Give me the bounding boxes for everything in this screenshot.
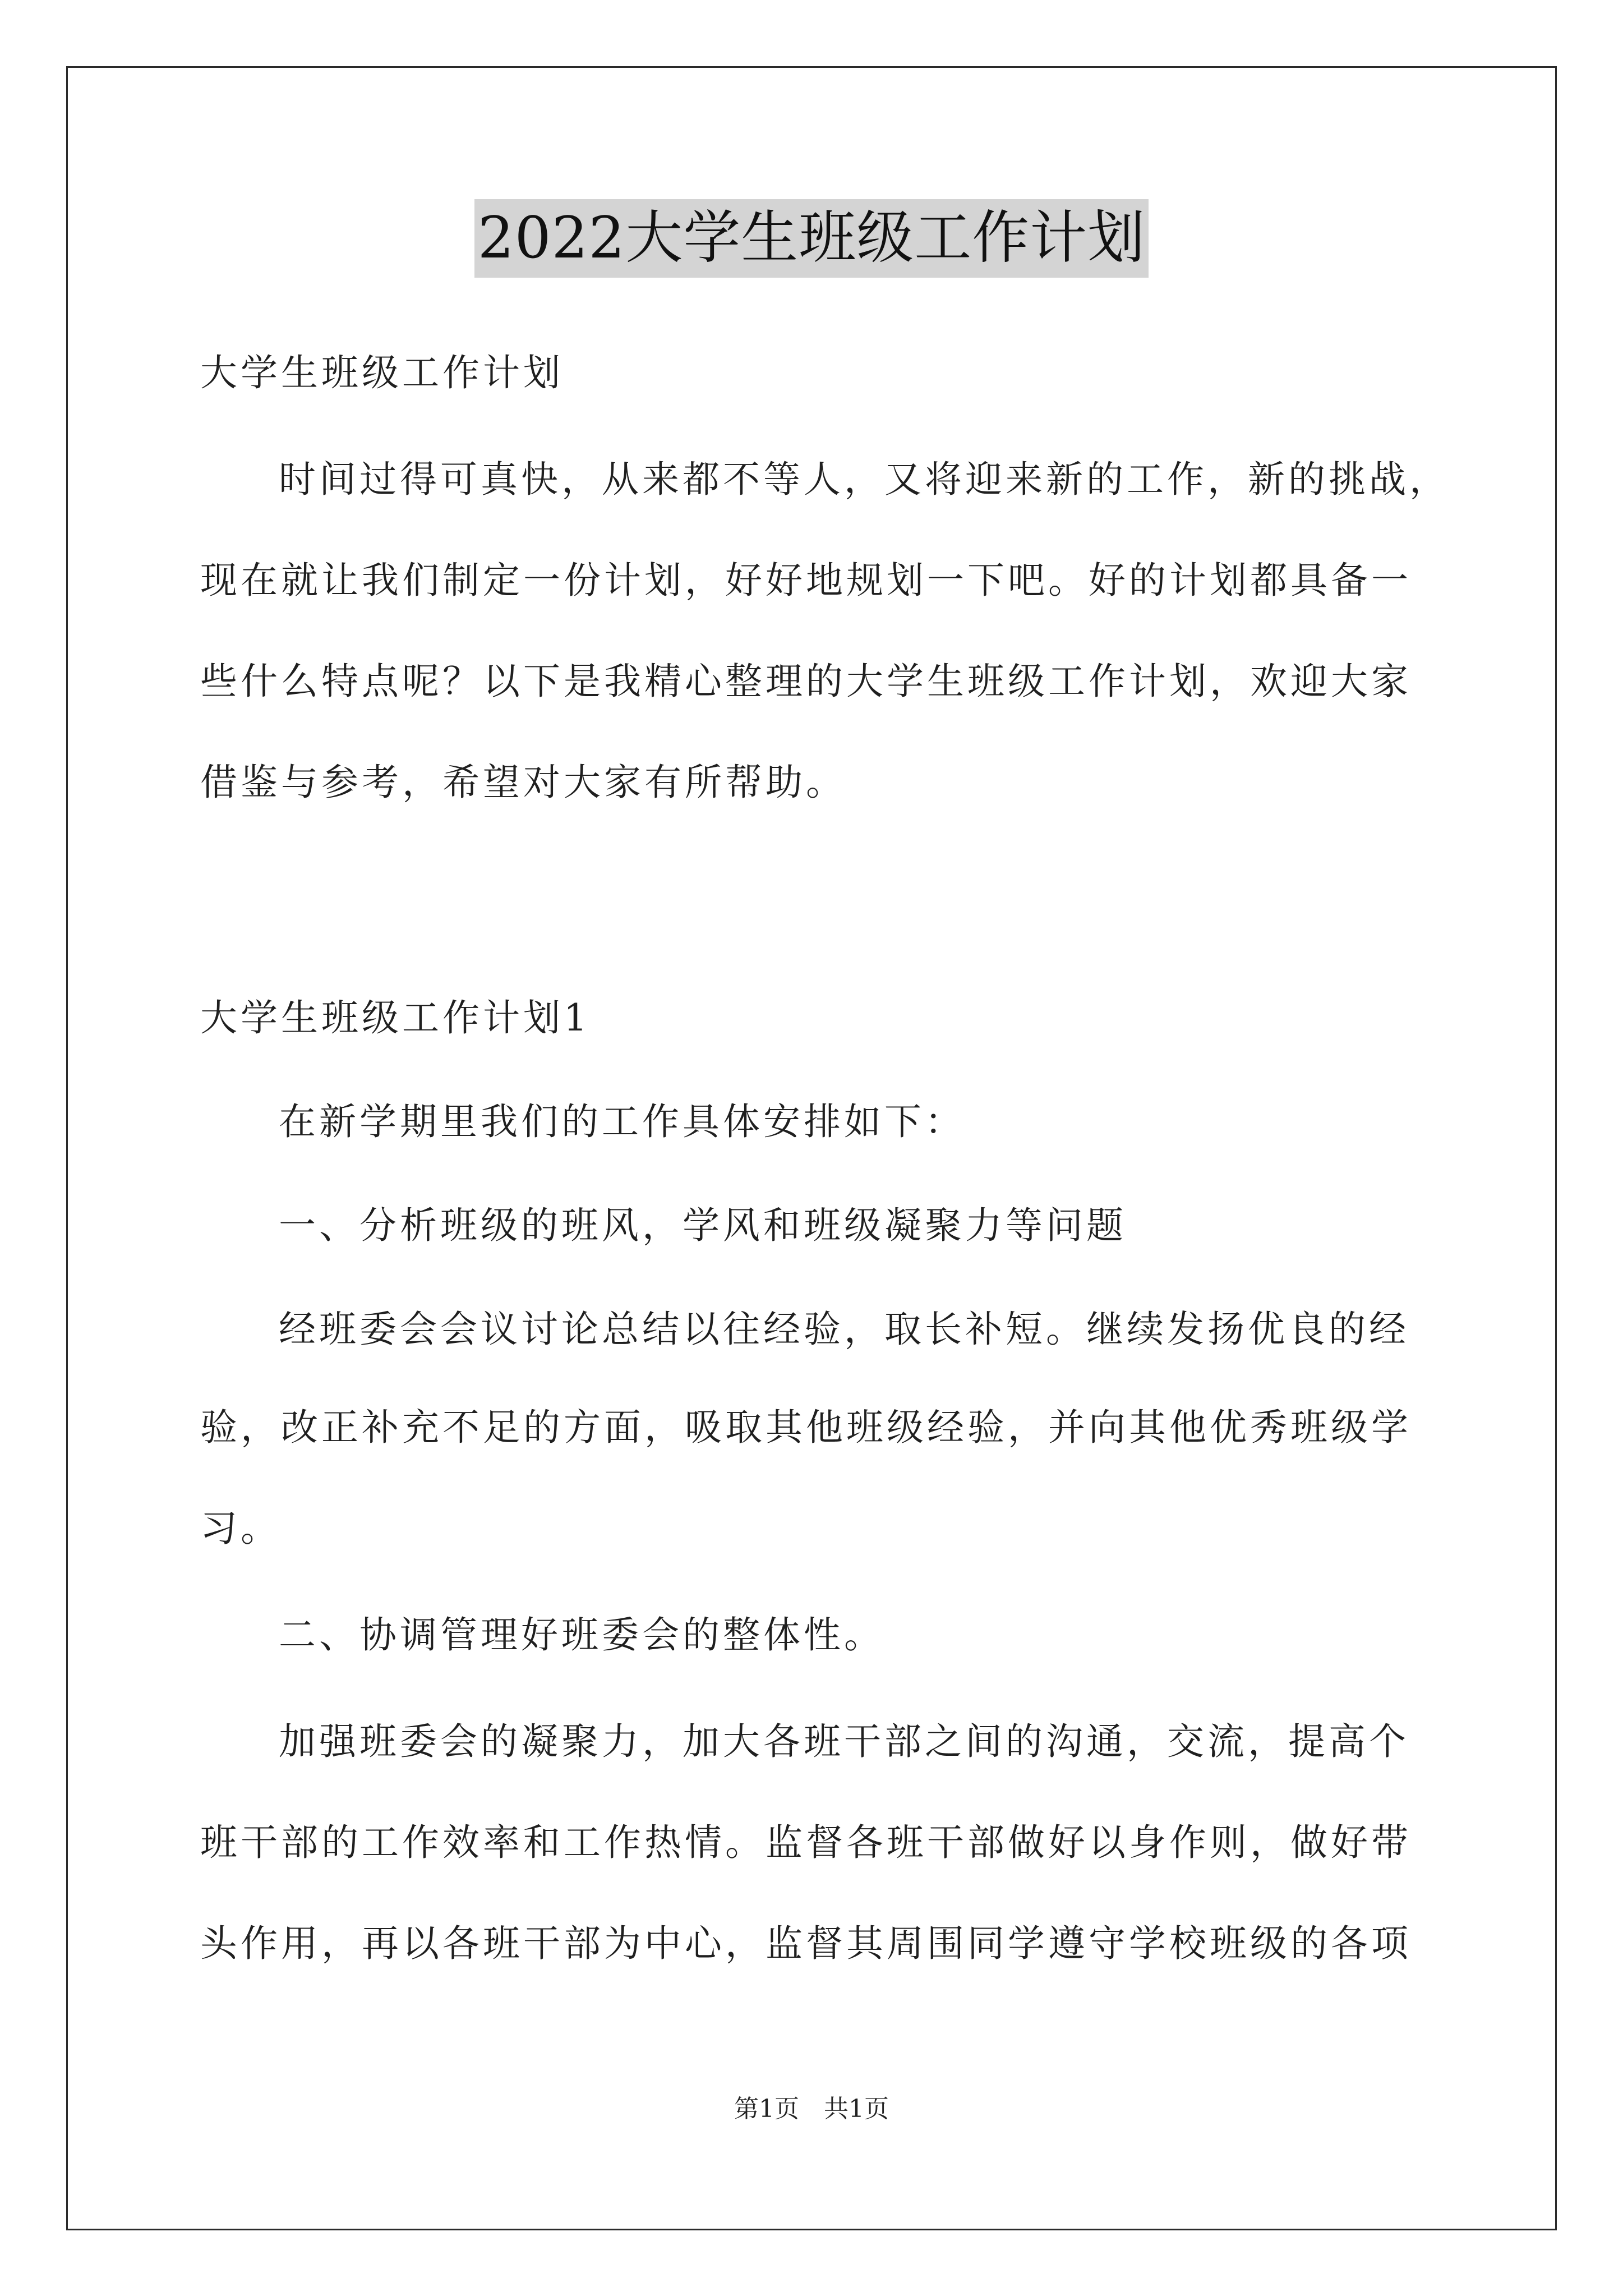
item1-line: 习。 [200, 1507, 281, 1550]
item2-line: 加强班委会的凝聚力，加大各班干部之间的沟通，交流，提高个 [279, 1720, 1409, 1763]
item1-heading: 一、分析班级的班风，学风和班级凝聚力等问题 [279, 1204, 1127, 1247]
intro-line: 借鉴与参考，希望对大家有所帮助。 [200, 761, 846, 804]
page-footer [0, 2092, 1623, 2126]
page-number: 第1页 共1页 [734, 2095, 889, 2123]
section-title: 大学生班级工作计划1 [200, 996, 591, 1039]
item2-heading: 二、协调管理好班委会的整体性。 [279, 1613, 884, 1657]
intro-line: 现在就让我们制定一份计划，好好地规划一下吧。好的计划都具备一 [200, 559, 1412, 602]
item1-line: 经班委会会议讨论总结以往经验，取长补短。继续发扬优良的经 [279, 1308, 1409, 1351]
intro-line: 时间过得可真快，从来都不等人，又将迎来新的工作，新的挑战， [279, 458, 1450, 501]
arrangement-text: 在新学期里我们的工作具体安排如下： [279, 1100, 965, 1143]
document-title: 2022大学生班级工作计划 [474, 199, 1149, 278]
item1-line: 验，改正补充不足的方面，吸取其他班级经验，并向其他优秀班级学 [200, 1406, 1412, 1449]
item2-line: 班干部的工作效率和工作热情。监督各班干部做好以身作则，做好带 [200, 1821, 1412, 1864]
intro-line: 些什么特点呢？以下是我精心整理的大学生班级工作计划，欢迎大家 [200, 660, 1412, 703]
document-subtitle: 大学生班级工作计划 [200, 351, 564, 394]
item2-line: 头作用，再以各班干部为中心，监督其周围同学遵守学校班级的各项 [200, 1922, 1412, 1965]
title-container [0, 199, 1623, 278]
